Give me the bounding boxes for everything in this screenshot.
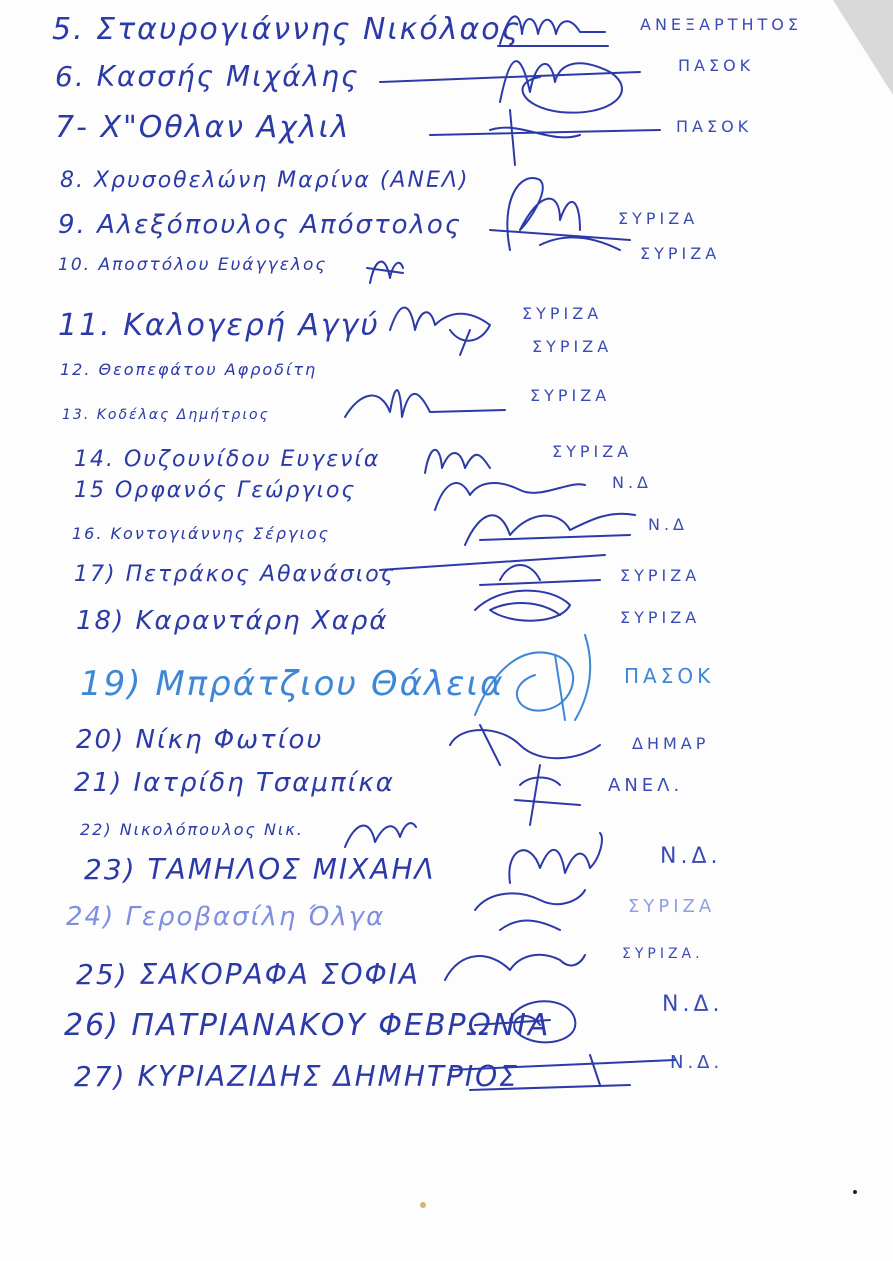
entry-name: 16. Κοντογιάννης Σέργιος [72, 524, 331, 543]
ink-speck [853, 1190, 857, 1194]
entry-row-22 [80, 820, 304, 839]
entry-name: 26) ΠΑΤΡΙΑΝΑΚΟΥ ΦΕΒΡΩΝΙΑ [64, 1008, 551, 1043]
entry-row-11 [58, 308, 380, 343]
signature-13 [340, 372, 510, 432]
entry-name: 22) Νικολόπουλος Νικ. [80, 820, 304, 839]
entry-party: ΔΗΜΑΡ [632, 734, 710, 753]
signature-26 [470, 990, 590, 1050]
signature-24 [470, 880, 590, 940]
entry-party: Ν.Δ [648, 515, 688, 534]
entry-party: ΣΥΡΙΖΑ [618, 209, 699, 228]
entry-party: Ν.Δ. [660, 844, 722, 869]
paper-mark [420, 1202, 426, 1208]
entry-name: 23) ΤΑΜΗΛΟΣ ΜΙΧΑΗΛ [84, 853, 436, 886]
entry-name: 11. Καλογερή Αγγύ [58, 308, 380, 343]
entry-party: ΑΝΕΛ. [608, 775, 684, 796]
signature-19 [465, 625, 615, 725]
signature-11 [380, 290, 500, 360]
entry-row-16 [72, 524, 330, 543]
entry-party: Ν.Δ. [662, 992, 724, 1017]
entry-party: ΑΝΕΞΑΡΤΗΤΟΣ [640, 15, 803, 34]
entry-name: 7- Χ"Οθλαν Αχλιλ [55, 110, 351, 145]
entry-party: Ν.Δ. [670, 1052, 724, 1073]
entry-row-13 [62, 407, 270, 423]
entry-row-12 [60, 360, 317, 379]
entry-row-15 [74, 478, 356, 503]
entry-party: ΠΑΣΟΚ [624, 664, 715, 688]
entry-party: ΣΥΡΙΖΑ [530, 386, 611, 405]
entry-party: ΣΥΡΙΖΑ [552, 442, 633, 461]
entry-name: 10. Αποστόλου Ευάγγελος [58, 255, 328, 275]
entry-row-9 [58, 210, 462, 240]
entry-name: 25) ΣΑΚΟΡΑΦΑ ΣΟΦΙΑ [76, 958, 421, 991]
entry-party: ΣΥΡΙΖΑ [522, 304, 603, 323]
entry-name: 27) ΚΥΡΙΑΖΙΔΗΣ ΔΗΜΗΤΡΙΟΣ [74, 1060, 519, 1093]
entry-party: Ν.Δ [612, 473, 652, 492]
page-corner-fold [833, 0, 893, 95]
entry-party: ΠΑΣΟΚ [678, 56, 755, 75]
entry-row-19 [80, 664, 504, 704]
entry-row-6 [55, 60, 359, 93]
entry-row-7 [55, 110, 351, 145]
entry-party: ΣΥΡΙΖΑ [620, 608, 701, 627]
entry-row-18 [76, 606, 388, 636]
entry-name: 14. Ουζουνίδου Ευγενία [74, 447, 381, 472]
entry-name: 6. Κασσής Μιχάλης [55, 60, 360, 93]
entry-row-21 [74, 768, 395, 798]
entry-row-25 [76, 958, 420, 991]
entry-name: 13. Κοδέλας Δημήτριος [62, 407, 270, 423]
entry-row-17 [74, 562, 396, 587]
entry-name: 20) Νίκη Φωτίου [76, 725, 324, 755]
entry-name: 5. Σταυρογιάννης Νικόλαος [52, 12, 522, 47]
entry-name: 15 Ορφανός Γεώργιος [74, 478, 357, 503]
signature-10 [365, 248, 405, 288]
entry-name: 24) Γεροβασίλη Όλγα [66, 902, 386, 932]
signature-16 [460, 500, 640, 550]
entry-party: ΣΥΡΙΖΑ [532, 337, 613, 356]
signature-25 [440, 940, 590, 985]
entry-row-8 [60, 168, 469, 193]
entry-name: 21) Ιατρίδη Τσαμπίκα [74, 768, 395, 798]
entry-row-20 [76, 725, 323, 755]
entry-name: 9. Αλεξόπουλος Απόστολος [58, 210, 463, 240]
entry-party: ΠΑΣΟΚ [676, 117, 753, 136]
signature-22 [340, 812, 420, 852]
entry-party: ΣΥΡΙΖΑ [640, 244, 721, 263]
entry-name: 17) Πετράκος Αθανάσιος [74, 562, 396, 587]
entry-name: 18) Καραντάρη Χαρά [76, 606, 389, 636]
signature-21 [510, 760, 590, 830]
entry-name: 19) Μπράτζιου Θάλεια [80, 664, 505, 704]
entry-party: ΣΥΡΙΖΑ. [622, 946, 704, 962]
entry-name: 8. Χρυσοθελώνη Μαρίνα (ΑΝΕΛ) [60, 168, 470, 193]
entry-row-24 [66, 902, 385, 932]
entry-row-14 [74, 447, 380, 472]
entry-party: ΣΥΡΙΖΑ [620, 566, 701, 585]
signature-27 [450, 1045, 680, 1095]
entry-row-10 [58, 255, 327, 275]
signature-9 [480, 160, 640, 260]
signature-18 [470, 580, 580, 630]
entry-name: 12. Θεοπεφάτου Αφροδίτη [60, 360, 318, 379]
entry-row-23 [84, 853, 436, 886]
entry-party: ΣΥΡΙΖΑ [628, 896, 716, 917]
